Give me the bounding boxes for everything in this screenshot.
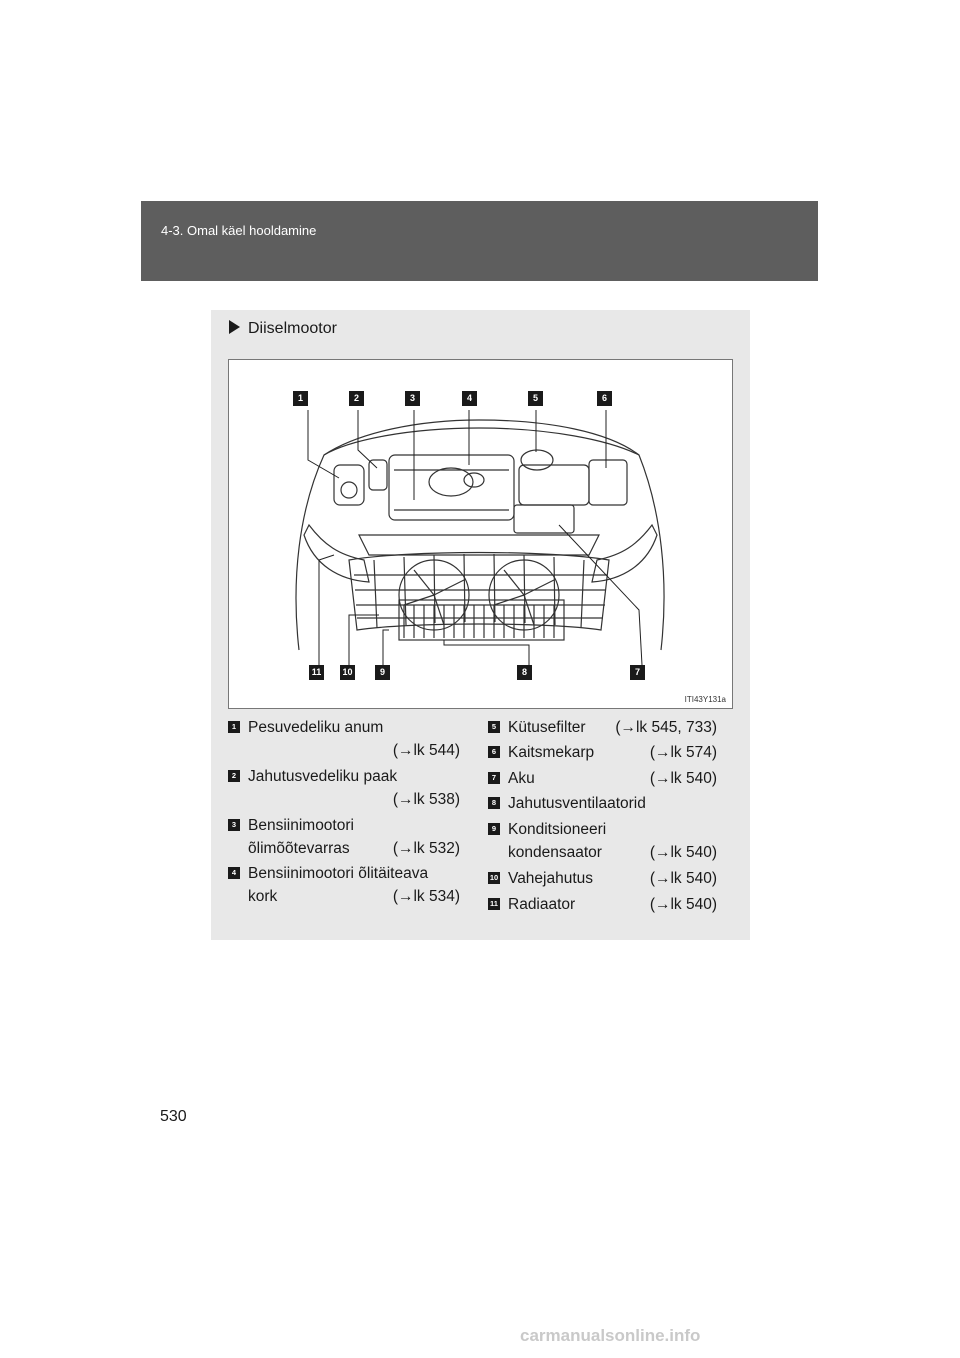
legend-number-11: 11: [488, 898, 500, 910]
watermark: carmanualsonline.info: [520, 1326, 701, 1345]
legend-number-7: 7: [488, 772, 500, 784]
legend-label-11: Radiaator: [508, 896, 576, 913]
legend-ref-9: (→lk 540): [649, 844, 717, 861]
legend-item-5: [488, 716, 717, 739]
legend-number-10: 10: [489, 873, 499, 882]
play-triangle-icon: [229, 320, 240, 334]
section-title-text: Diiselmootor: [248, 320, 337, 337]
legend-ref-4: (→lk 534): [392, 888, 460, 905]
legend-number-2: 2: [228, 770, 240, 782]
legend-label-3a: Bensiinimootori: [248, 817, 354, 834]
legend-item-1: [228, 716, 460, 762]
legend-label-8: Jahutusventilaatorid: [508, 795, 646, 812]
callout-6: 6: [597, 391, 612, 406]
legend-ref-2: (→lk 538): [392, 791, 460, 808]
legend-label-4b: kork: [248, 888, 278, 905]
legend-number-5: 5: [488, 721, 500, 733]
callout-11: 11: [309, 665, 324, 680]
legend-item-7: [488, 767, 717, 790]
callout-9: 9: [375, 665, 390, 680]
figure-code: ITI43Y131a: [684, 695, 726, 704]
legend-ref-10: (→lk 540): [649, 870, 717, 887]
legend-ref-1: (→lk 544): [392, 742, 460, 759]
legend-item-9: [488, 818, 717, 864]
legend-label-9b: kondensaator: [508, 844, 602, 861]
legend-ref-3: (→lk 532): [392, 840, 460, 857]
legend-ref-11: (→lk 540): [649, 896, 717, 913]
legend-label-1: Pesuvedeliku anum: [248, 719, 384, 736]
legend-item-8: [488, 792, 717, 815]
legend-number-3: 3: [228, 819, 240, 831]
legend-label-6: Kaitsmekarp: [508, 744, 595, 761]
callout-3: 3: [405, 391, 420, 406]
engine-illustration: [228, 359, 733, 709]
chapter-title: 4-3. Omal käel hooldamine: [161, 223, 317, 238]
legend-label-7: Aku: [508, 770, 535, 787]
legend-item-11: [488, 893, 717, 916]
legend-number-1: 1: [228, 721, 240, 733]
legend-ref-7: (→lk 540): [649, 770, 717, 787]
legend-item-4: [228, 862, 460, 908]
callout-2: 2: [349, 391, 364, 406]
section-title: [229, 320, 337, 338]
legend-label-9a: Konditsioneeri: [508, 821, 607, 838]
callout-5: 5: [528, 391, 543, 406]
legend-label-10: Vahejahutus: [508, 870, 594, 887]
chapter-header: [141, 201, 818, 281]
callout-7: 7: [630, 665, 645, 680]
legend-ref-5: (→lk 545, 733): [615, 719, 717, 736]
legend-label-5: Kütusefilter: [508, 719, 586, 736]
callout-10: 10: [340, 665, 355, 680]
engine-drawing: [229, 360, 732, 708]
legend-label-4a: Bensiinimootori õlitäiteava: [248, 865, 429, 882]
legend-item-6: [488, 741, 717, 764]
legend-label-2: Jahutusvedeliku paak: [248, 768, 398, 785]
legend-ref-6: (→lk 574): [649, 744, 717, 761]
callout-8: 8: [517, 665, 532, 680]
page-number: 530: [160, 1108, 187, 1125]
legend-number-6: 6: [488, 746, 500, 758]
legend-number-4: 4: [228, 867, 240, 879]
legend-label-3b: õlimõõtevarras: [248, 840, 350, 857]
legend-number-9: 9: [488, 823, 500, 835]
legend-item-3: [228, 814, 460, 860]
callout-4: 4: [462, 391, 477, 406]
legend-item-10: [488, 867, 717, 890]
callout-1: 1: [293, 391, 308, 406]
legend-item-2: [228, 765, 460, 811]
legend-number-8: 8: [488, 797, 500, 809]
